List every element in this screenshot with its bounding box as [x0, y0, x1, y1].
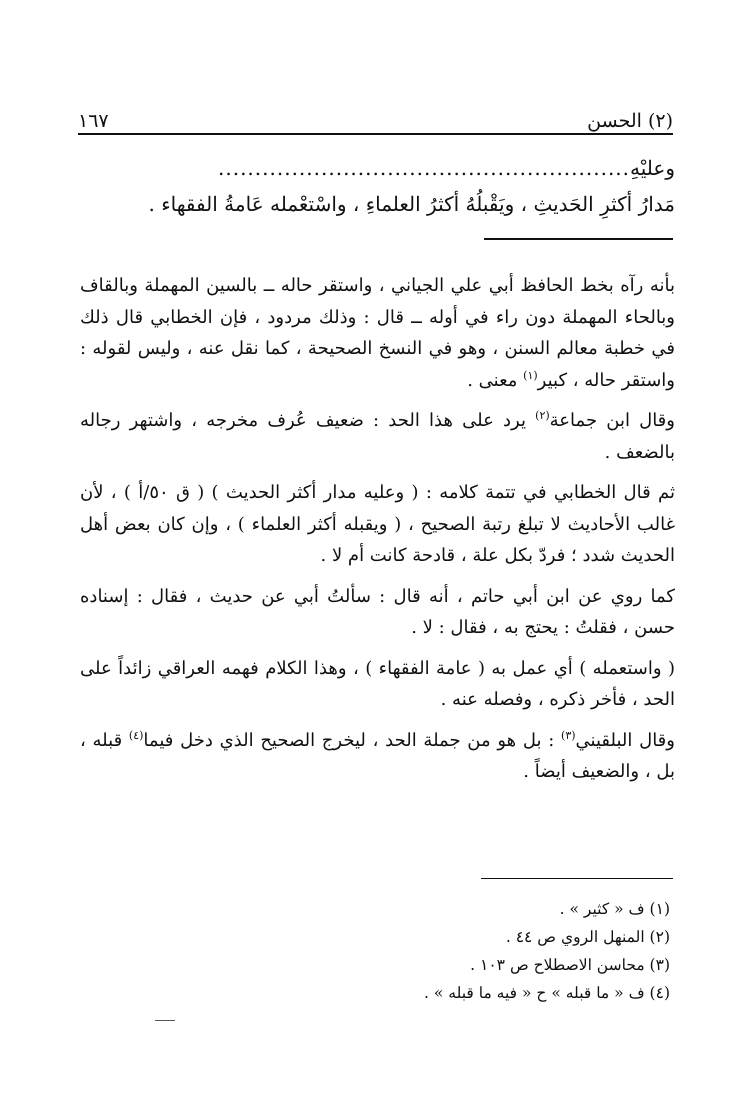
paragraph-3 [80, 477, 675, 572]
matn-word: وعليْهِ [630, 156, 675, 180]
bottom-mark [155, 1020, 175, 1021]
paragraph-text: ثم قال الخطابي في تتمة كلامه : ( وعليه مدار أكثر الحديث ) ( ق ٥٠/أ ) ، لأن غالب الأحاديث لا تبلغ رتبة الصحيح ، ( ويقبله أكثر العلماء ) ، وإن كان بعض أهل الحديث شدد ؛ فردّ بكل علة ، قادحة كانت أم لا . [80, 482, 676, 566]
footnote-ref: (٤) [128, 728, 144, 742]
matn-line-2: مَدارُ أكثرِ الحَديثِ ، ويَقْبلُهُ أكثرُ العلماءِ ، واسْتعْمله عَامةُ الفقهاء . [148, 192, 675, 216]
chapter-title: (٢) الحسن [587, 110, 673, 132]
paragraph-6 [80, 725, 675, 788]
footnote-ref: (٣) [561, 728, 576, 742]
footnotes [300, 895, 670, 1007]
footnote-rule [481, 878, 673, 879]
paragraph-text: معنى . [467, 369, 524, 391]
paragraph-text: وقال البلقيني [575, 729, 675, 751]
paragraph-text: وقال ابن جماعة [549, 410, 675, 431]
header-rule [78, 133, 673, 135]
paragraph-text: يرد على هذا الحد : ضعيف عُرف مخرجه ، واشتهر رجاله بالضعف . [80, 410, 675, 463]
paragraph-5 [80, 653, 675, 716]
paragraph-2 [80, 405, 675, 468]
matn-ellipsis: ........................................................ [218, 156, 631, 180]
footnote-ref: (٢) [535, 409, 550, 422]
footnote-3: (٣) محاسن الاصطلاح ص ١٠٣ . [470, 956, 670, 974]
commentary-body [80, 270, 675, 797]
paragraph-1 [80, 270, 675, 396]
paragraph-text: قبله ، بل ، والضعيف أيضاً . [80, 729, 675, 782]
running-header [78, 104, 673, 132]
footnote-2: (٢) المنهل الروي ص ٤٤ . [505, 928, 670, 946]
footnote-4: (٤) ف « ما قبله » ح « فيه ما قبله » . [424, 984, 670, 1002]
paragraph-text: بأنه رآه بخط الحافظ أبي علي الجياني ، واستقر حاله ــ بالسين المهملة وبالقاف وبالحاء المهملة دون راء في أوله ــ قال : وذلك مردود ، فإن الخطابي قال ذلك في خطبة معالم السنن ، وهو في النسخ الصحيحة ، كما نقل عنه ، وليس لقوله : واستقر حاله ، كبير [80, 275, 675, 391]
matn-separator-rule [484, 238, 673, 240]
matn-block [110, 150, 675, 222]
page-number: ١٦٧ [78, 110, 109, 132]
paragraph-4 [80, 581, 675, 644]
paragraph-text: : بل هو من جملة الحد ، ليخرج الصحيح الذي دخل فيما [143, 729, 562, 751]
matn-line-1 [110, 150, 675, 186]
footnote-ref: (١) [523, 368, 538, 382]
paragraph-text: ( واستعمله ) أي عمل به ( عامة الفقهاء ) ، وهذا الكلام فهمه العراقي زائداً على الحد ، فأخر ذكره ، وفصله عنه . [80, 657, 675, 710]
footnote-1: (١) ف « كثير » . [559, 900, 670, 918]
paragraph-text: كما روي عن ابن أبي حاتم ، أنه قال : سألتُ أبي عن حديث ، فقال : إسناده حسن ، فقلتُ : يحتج به ، فقال : لا . [80, 585, 675, 638]
